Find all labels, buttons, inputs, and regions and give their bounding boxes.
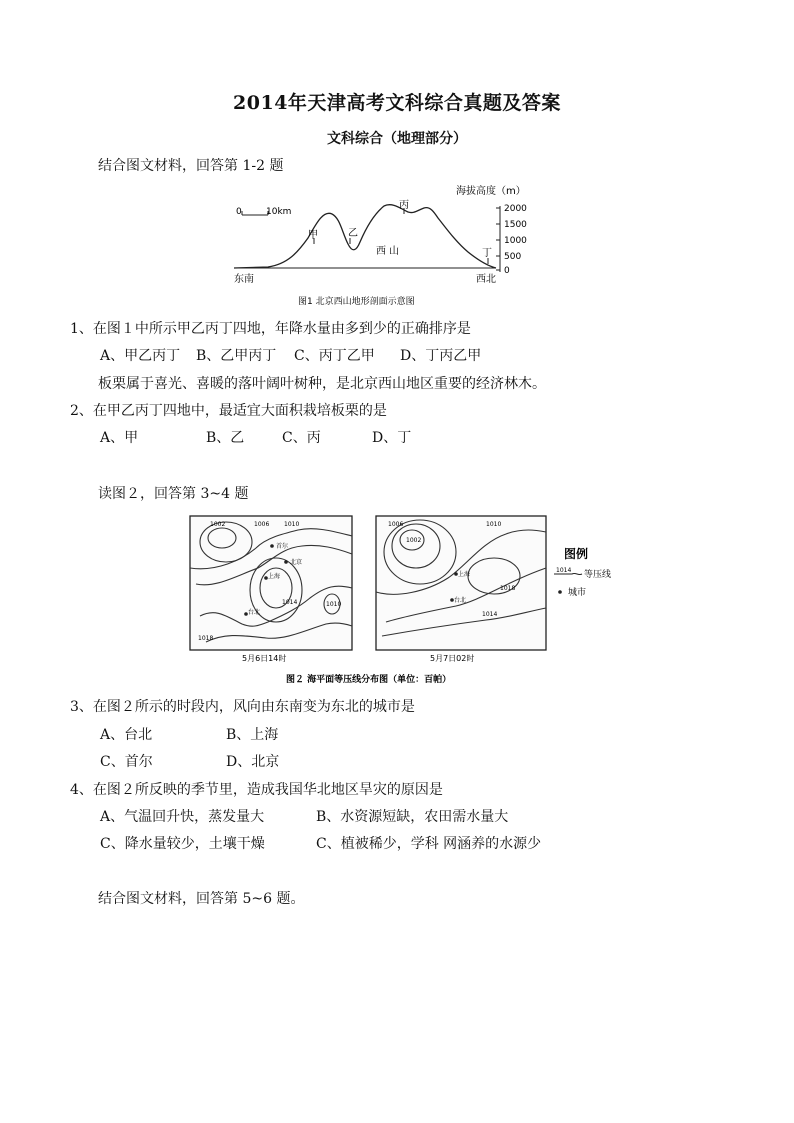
left-city-beijing: 北京 xyxy=(290,559,303,566)
legend-title: 图例 xyxy=(564,547,589,561)
intro-q5-6: 结合图文材料，回答第 5~6 题。 xyxy=(98,891,305,907)
q1-option-a: A、甲乙丙丁 xyxy=(100,348,181,364)
legend-isobar-value: 1014 xyxy=(556,567,572,574)
scale-distance: 10km xyxy=(266,207,292,217)
q2-option-b: B、乙 xyxy=(206,430,245,446)
tick-1500: 1500 xyxy=(504,220,527,230)
question-2-stem: 2、在甲乙丙丁四地中，最适宜大面积栽培板栗的是 xyxy=(70,403,387,419)
q3-option-c: C、首尔 xyxy=(100,754,153,770)
point-bing: 丙 xyxy=(399,200,409,211)
right-city-shanghai: 上海 xyxy=(458,571,471,578)
q4-option-d: C、植被稀少，学科 网涵养的水源少 xyxy=(316,836,542,852)
legend-isobar-text: 等压线 xyxy=(584,570,612,580)
direction-southeast: 东南 xyxy=(234,274,254,285)
tick-500: 500 xyxy=(504,252,522,262)
question-1-stem: 1、在图１中所示甲乙丙丁四地，年降水量由多到少的正确排序是 xyxy=(70,321,471,337)
intro-q1-2: 结合图文材料，回答第 1-2 题 xyxy=(98,158,284,174)
scale-zero: 0 xyxy=(236,207,242,217)
right-label-1006: 1006 xyxy=(388,521,404,528)
tick-2000: 2000 xyxy=(504,204,527,214)
question-3-stem: 3、在图２所示的时段内，风向由东南变为东北的城市是 xyxy=(70,699,415,715)
right-label-1014: 1014 xyxy=(482,611,498,618)
q2-option-c: C、丙 xyxy=(282,430,321,446)
terrain-profile-figure xyxy=(228,180,568,310)
point-yi: 乙 xyxy=(348,228,358,239)
q4-option-a: A、气温回升快，蒸发量大 xyxy=(100,809,265,825)
tick-0: 0 xyxy=(504,266,510,276)
altitude-label: 海拔高度（m） xyxy=(456,186,526,197)
left-city-seoul: 首尔 xyxy=(276,543,289,550)
q2-option-a: A、甲 xyxy=(100,430,139,446)
q3-option-b: B、上海 xyxy=(226,727,279,743)
right-label-1010: 1010 xyxy=(486,521,502,528)
point-ding: 丁 xyxy=(482,248,492,259)
figure1-caption: 图1 北京西山地形剖面示意图 xyxy=(298,297,415,307)
intro-q3-4: 读图２，回答第 3~4 题 xyxy=(98,486,249,502)
q3-option-a: A、台北 xyxy=(100,727,153,743)
left-label-1014: 1014 xyxy=(282,599,298,606)
right-label-1002: 1002 xyxy=(406,537,422,544)
figure2-caption: 图２ 海平面等压线分布图（单位：百帕） xyxy=(286,675,452,685)
q4-option-b: B、水资源短缺，农田需水量大 xyxy=(316,809,509,825)
left-label-1002: 1002 xyxy=(210,521,226,528)
left-map-time: 5月6日14时 xyxy=(242,654,287,663)
question-4-stem: 4、在图２所反映的季节里，造成我国华北地区旱灾的原因是 xyxy=(70,782,443,798)
tick-1000: 1000 xyxy=(504,236,527,246)
legend-city-text: 城市 xyxy=(568,588,587,598)
page-title: 2014年天津高考文科综合真题及答案 xyxy=(233,92,561,114)
left-label-1006: 1006 xyxy=(254,521,270,528)
direction-northwest: 西北 xyxy=(476,274,496,285)
right-map-time: 5月7日02时 xyxy=(430,654,475,663)
left-label-1010a: 1010 xyxy=(284,521,300,528)
q1-option-c: C、丙丁乙甲 xyxy=(294,348,375,364)
point-jia: 甲 xyxy=(308,230,318,241)
q1-option-b: B、乙甲丙丁 xyxy=(196,348,277,364)
q4-option-c: C、降水量较少，土壤干燥 xyxy=(100,836,265,852)
right-city-taipei: 台北 xyxy=(454,597,467,604)
material-chestnut: 板栗属于喜光、喜暖的落叶阔叶树种，是北京西山地区重要的经济林木。 xyxy=(98,376,546,392)
q1-option-d: D、丁丙乙甲 xyxy=(400,348,482,364)
right-label-1018: 1018 xyxy=(500,585,516,592)
isobar-maps-figure xyxy=(186,512,626,692)
left-label-1018: 1018 xyxy=(198,635,214,642)
left-city-taipei: 台北 xyxy=(248,609,261,616)
section-subtitle: 文科综合（地理部分） xyxy=(327,131,467,147)
legend-city-dot xyxy=(558,590,562,594)
q2-option-d: D、丁 xyxy=(372,430,412,446)
q3-option-d: D、北京 xyxy=(226,754,280,770)
mountain-label: 西 山 xyxy=(376,246,400,257)
left-city-shanghai: 上海 xyxy=(268,573,281,580)
left-label-1010b: 1010 xyxy=(326,601,342,608)
